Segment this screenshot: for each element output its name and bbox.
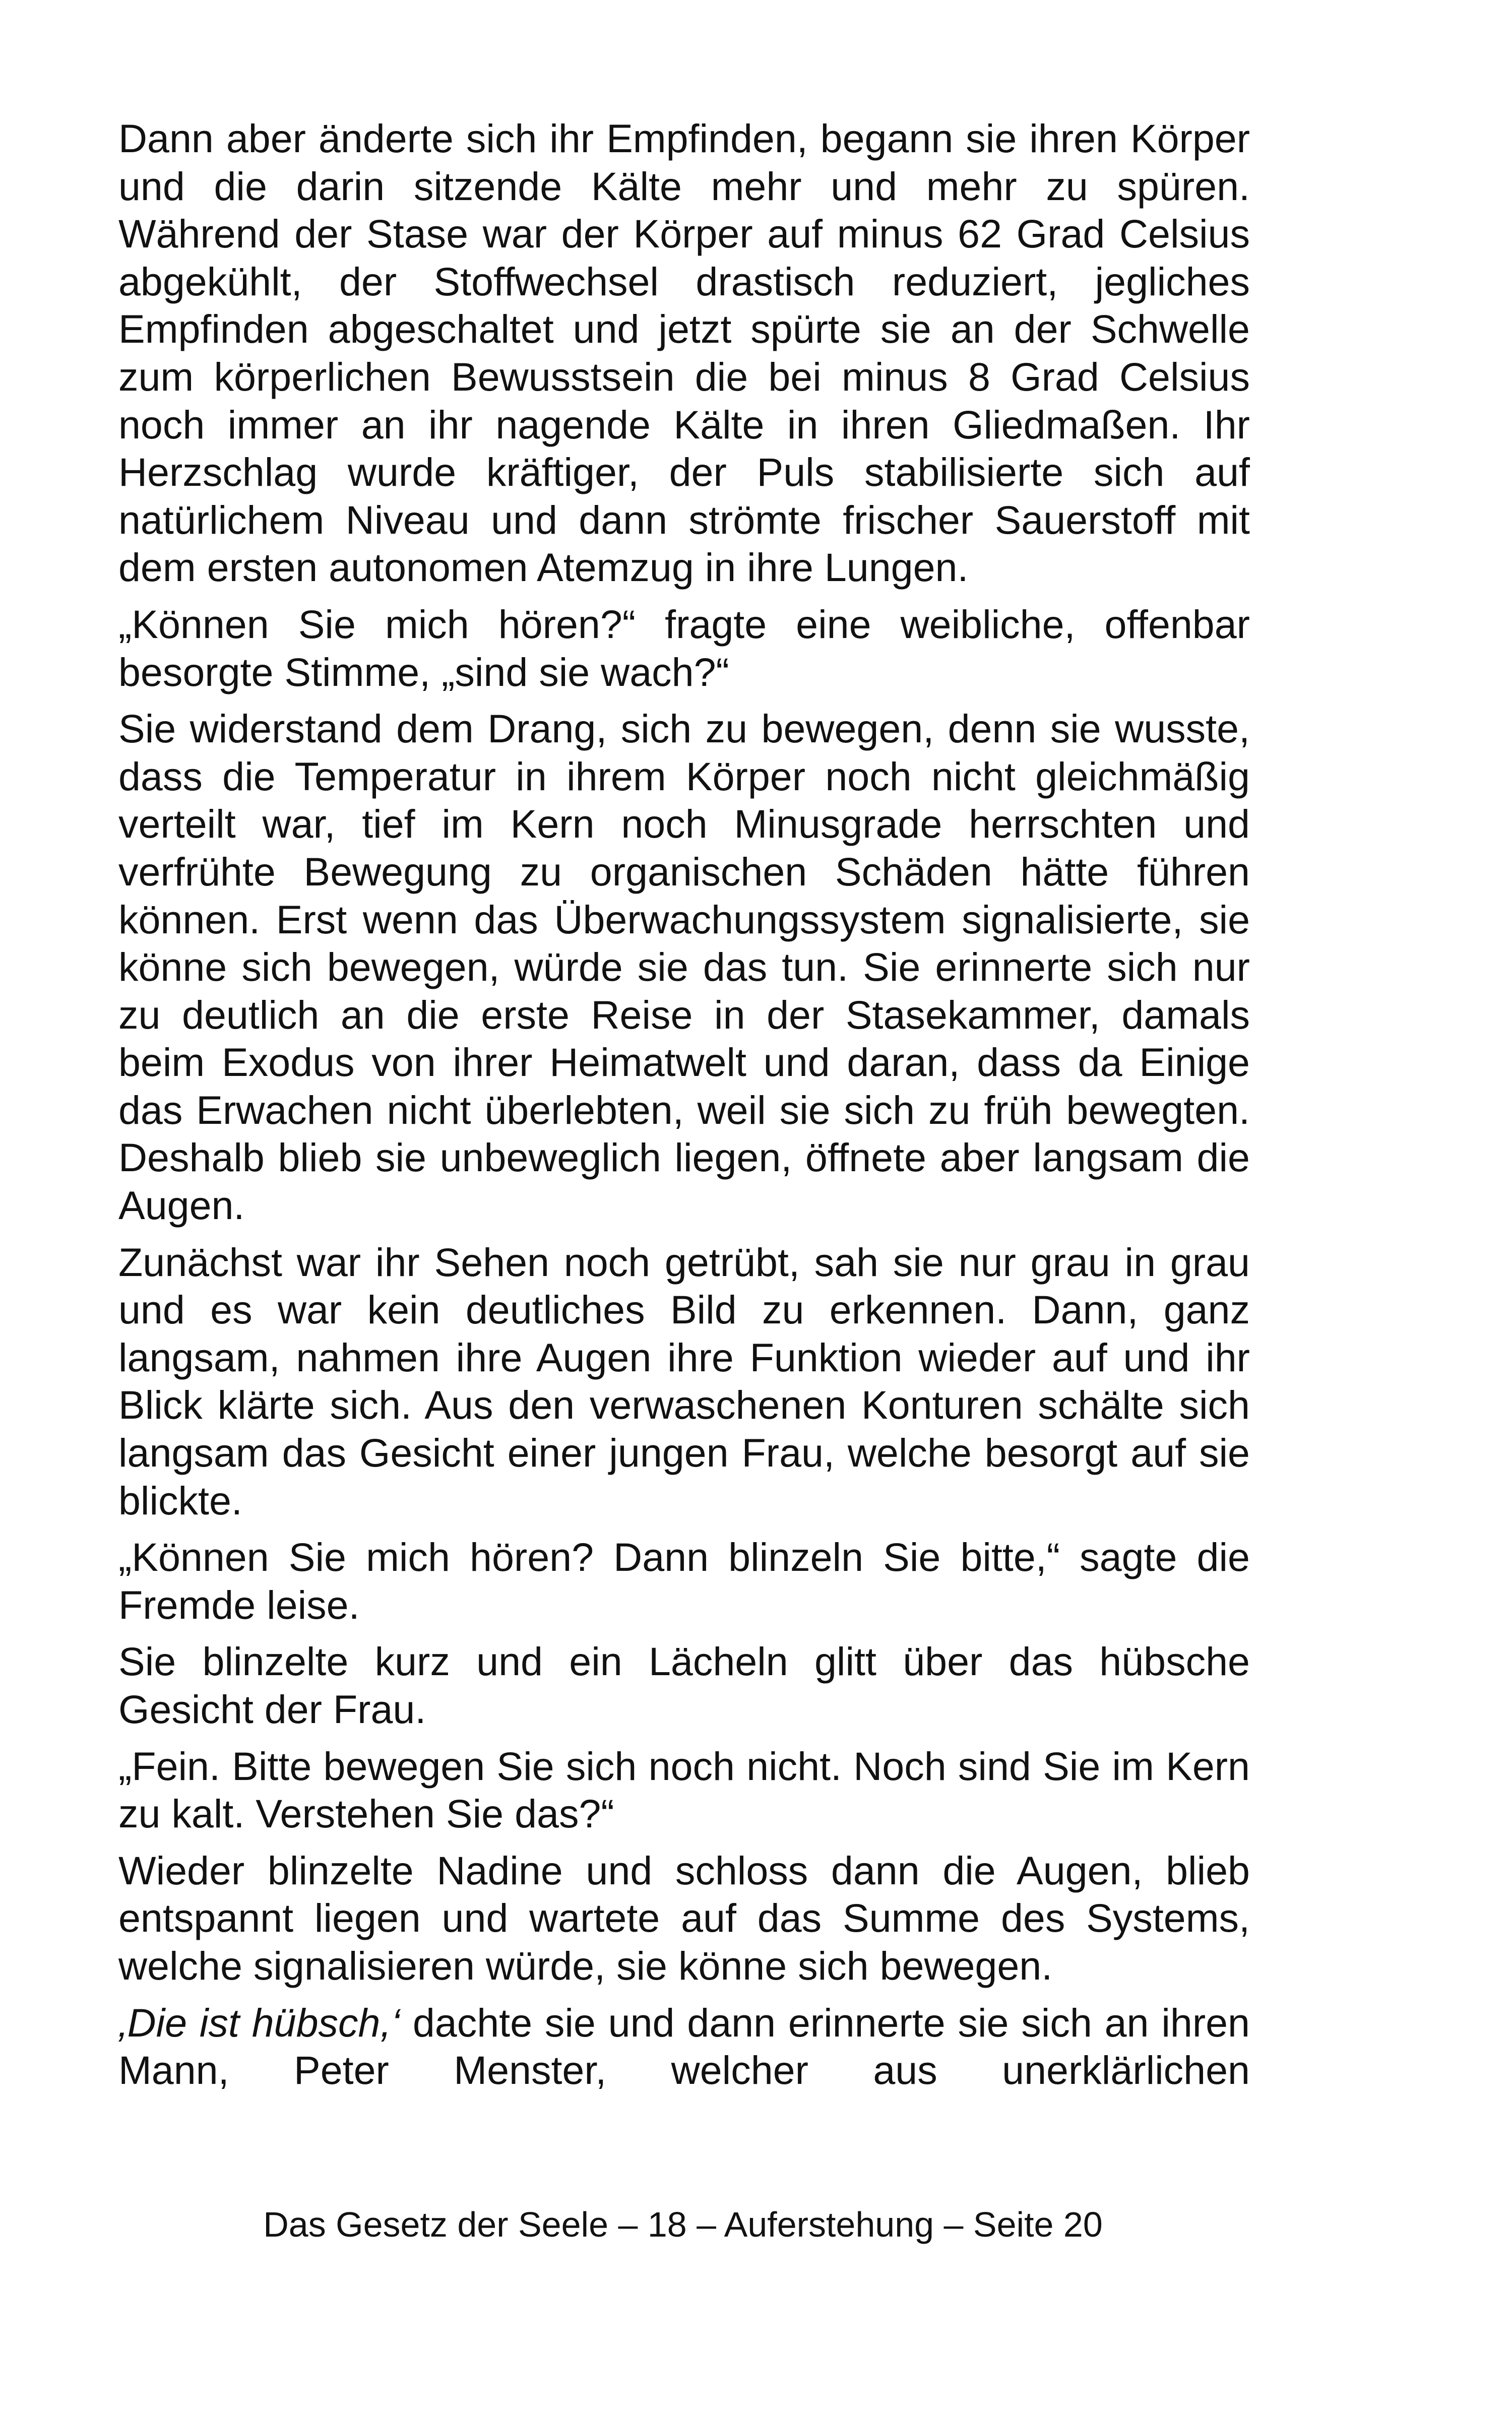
paragraph: Sie blinzelte kurz und ein Lächeln glitt über das hübsche Gesicht der Frau. <box>118 1639 1250 1732</box>
italic-thought: ‚Die ist hübsch,‘ <box>118 2000 400 2045</box>
paragraph: Sie widerstand dem Drang, sich zu bewegen, denn sie wusste, dass die Temperatur in ihrem Körper noch nicht gleichmäßig verteilt war, tief im Kern noch Minusgrade herrschten und verfrühte Bewegung zu organischen Schäden hätte führen können. Erst wenn das Überwachungssystem signalisierte, sie könne sich bewegen, würde sie das tun. Sie erinnerte sich nur zu deutlich an die erste Reise in der Stasekammer, damals beim Exodus von ihrer Heimatwelt und daran, dass da Einige das Erwachen nicht überlebten, weil sie sich zu früh bewegten. Deshalb blieb sie unbeweglich liegen, öffnete aber langsam die Augen. <box>118 706 1250 1228</box>
paragraph: Wieder blinzelte Nadine und schloss dann die Augen, blieb entspannt liegen und wartete auf das Summe des Systems, welche signalisieren würde, sie könne sich bewegen. <box>118 1848 1250 1988</box>
paragraph: „Fein. Bitte bewegen Sie sich noch nicht. Noch sind Sie im Kern zu kalt. Verstehen Sie das?“ <box>118 1743 1250 1836</box>
paragraph: „Können Sie mich hören? Dann blinzeln Sie bitte,“ sagte die Fremde leise. <box>118 1535 1250 1627</box>
paragraph: Zunächst war ihr Sehen noch getrübt, sah sie nur grau in grau und es war kein deutliches Bild zu erkennen. Dann, ganz langsam, nahmen ihre Augen ihre Funktion wieder auf und ihr Blick klärte sich. Aus den verwaschenen Konturen schälte sich langsam das Gesicht einer jungen Frau, welche besorgt auf sie blickte. <box>118 1239 1250 1523</box>
paragraph: Dann aber änderte sich ihr Empfinden, begann sie ihren Körper und die darin sitzende Kälte mehr und mehr zu spüren. Während der Stase war der Körper auf minus 62 Grad Celsius abgekühlt, der Stoffwechsel drastisch reduziert, jegliches Empfinden abgeschaltet und jetzt spürte sie an der Schwelle zum körperlichen Bewusstsein die bei minus 8 Grad Celsius noch immer an ihr nagende Kälte in ihren Gliedmaßen. Ihr Herzschlag wurde kräftiger, der Puls stabilisierte sich auf natürlichem Niveau und dann strömte frischer Sauerstoff mit dem ersten autonomen Atemzug in ihre Lungen. <box>118 116 1250 590</box>
paragraph-text: dachte sie und dann erinnerte sie sich an ihren Mann, Peter Menster, welcher aus unerklärlichen <box>118 2000 1250 2093</box>
body-text <box>118 115 1250 2104</box>
page-footer: Das Gesetz der Seele – 18 – Auferstehung – Seite 20 <box>263 2205 1103 2244</box>
paragraph-continued <box>118 1999 1250 2094</box>
paragraph: „Können Sie mich hören?“ fragte eine weibliche, offenbar besorgte Stimme, „sind sie wach?“ <box>118 601 1250 694</box>
